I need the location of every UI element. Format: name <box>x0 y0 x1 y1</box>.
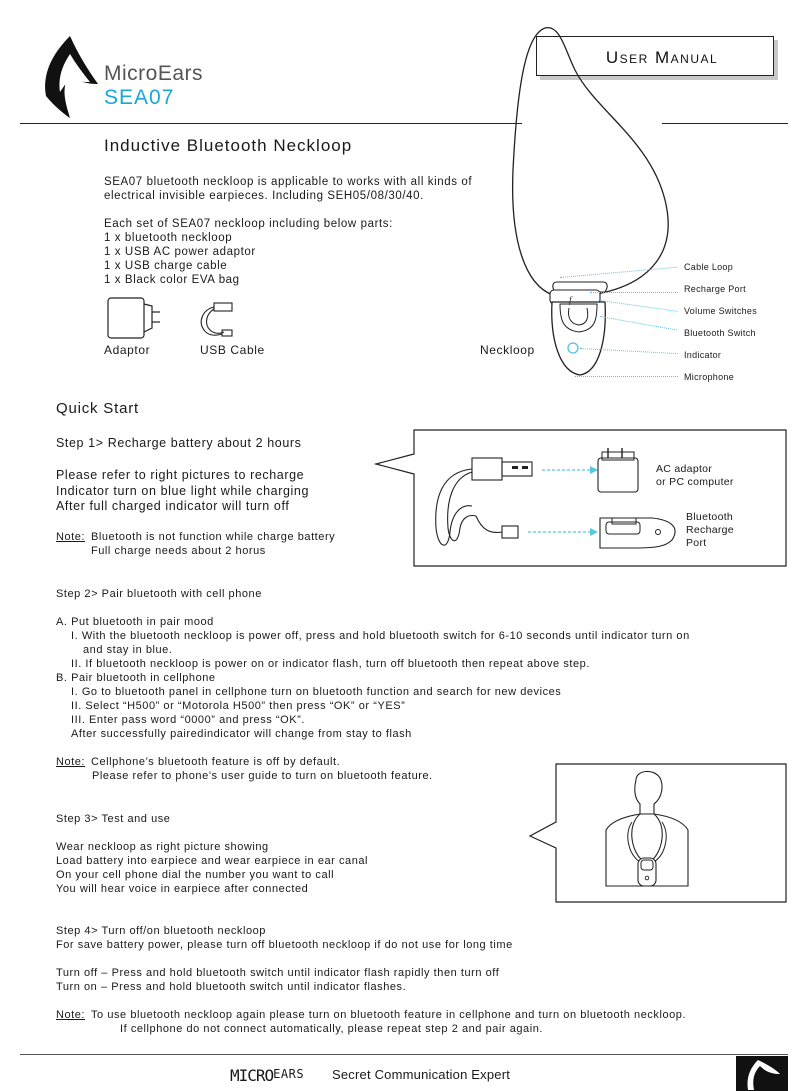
charging-diagram <box>372 428 788 568</box>
step2-b-line: II. Select “H500” or “Motorola H500” then press “OK” or “YES” <box>71 700 406 712</box>
diagram-bt-label: Bluetooth <box>686 511 734 523</box>
label-bluetooth-switch: Bluetooth Switch <box>684 328 756 338</box>
brand-model: SEA07 <box>104 86 175 109</box>
step3-title: Step 3> Test and use <box>56 813 171 825</box>
step4-line: For save battery power, please turn off bluetooth neckloop if do not use for long time <box>56 939 513 951</box>
parts-item: 1 x bluetooth neckloop <box>104 232 233 244</box>
diagram-bt-label: Port <box>686 537 707 549</box>
step2-a-line: I. With the bluetooth neckloop is power off, press and hold bluetooth switch for 6-10 seconds until indicator turn on <box>71 630 690 642</box>
label-volume-switches: Volume Switches <box>684 306 758 316</box>
callout-line <box>575 376 678 377</box>
label-recharge-port: Recharge Port <box>684 284 746 294</box>
step1-line: Indicator turn on blue light while charging <box>56 484 310 498</box>
step2-b-line: After successfully pairedindicator will change from stay to flash <box>71 728 412 740</box>
footer-brand-right: EARS <box>273 1067 305 1081</box>
label-microphone: Microphone <box>684 372 735 382</box>
step1-note-line: Full charge needs about 2 horus <box>91 545 266 557</box>
diagram-ac-label: AC adaptor <box>656 463 713 475</box>
svg-text:f: f <box>569 295 572 305</box>
step4-line: Turn off – Press and hold bluetooth switch until indicator flash rapidly then turn off <box>56 967 500 979</box>
manual-title: User Manual <box>605 48 719 67</box>
label-indicator: Indicator <box>684 350 722 360</box>
step2-title: Step 2> Pair bluetooth with cell phone <box>56 588 262 600</box>
step1-note-label: Note: <box>56 531 86 543</box>
parts-item: 1 x Black color EVA bag <box>104 274 240 286</box>
step2-a-line: and stay in blue. <box>83 644 173 656</box>
footer-logo-icon <box>736 1056 788 1091</box>
label-cable-loop: Cable Loop <box>684 262 734 272</box>
intro-desc-line-1: SEA07 bluetooth neckloop is applicable to works with all kinds of <box>104 176 473 188</box>
step3-line: You will hear voice in earpiece after connected <box>56 883 309 895</box>
step4-title: Step 4> Turn off/on bluetooth neckloop <box>56 925 266 937</box>
step1-line: Please refer to right pictures to recharge <box>56 468 305 482</box>
intro-desc-line-2: electrical invisible earpieces. Including SEH05/08/30/40. <box>104 190 424 202</box>
quick-start-title: Quick Start <box>56 400 139 417</box>
step3-line: Load battery into earpiece and wear earpiece in ear canal <box>56 855 369 867</box>
caption-adaptor: Adaptor <box>104 343 151 357</box>
step2-note-label: Note: <box>56 756 86 768</box>
step2-a-line: II. If bluetooth neckloop is power on or indicator flash, turn off bluetooth then repeat above step. <box>71 658 590 670</box>
step4-line: Turn on – Press and hold bluetooth switch until indicator flashes. <box>56 981 407 993</box>
parts-heading: Each set of SEA07 neckloop including below parts: <box>104 218 393 230</box>
neckloop-device-illustration <box>505 20 685 390</box>
adaptor-icon <box>104 294 164 342</box>
diagram-ac-label: or PC computer <box>656 476 734 488</box>
step2-note-line: Cellphone’s bluetooth feature is off by default. <box>91 756 341 768</box>
step3-line: On your cell phone dial the number you want to call <box>56 869 335 881</box>
usb-cable-icon <box>194 300 240 342</box>
footer-brand <box>230 1066 304 1085</box>
callout-line <box>590 292 678 293</box>
step3-line: Wear neckloop as right picture showing <box>56 841 269 853</box>
step1-title: Step 1> Recharge battery about 2 hours <box>56 436 302 450</box>
footer-rule <box>20 1054 788 1055</box>
parts-item: 1 x USB charge cable <box>104 260 228 272</box>
step4-note-line: To use bluetooth neckloop again please turn on bluetooth feature in cellphone and turn on bluetooth neckloop. <box>91 1009 687 1021</box>
parts-item: 1 x USB AC power adaptor <box>104 246 256 258</box>
step2-note-line: Please refer to phone’s user guide to turn on bluetooth feature. <box>92 770 433 782</box>
step1-note-line: Bluetooth is not function while charge battery <box>91 531 336 543</box>
step2-b-line: III. Enter pass word “0000” and press “OK”. <box>71 714 305 726</box>
step2-a-title: A. Put bluetooth in pair mood <box>56 616 214 628</box>
diagram-bt-label: Recharge <box>686 524 734 536</box>
step2-b-line: I. Go to bluetooth panel in cellphone turn on bluetooth function and search for new devices <box>71 686 562 698</box>
step4-note-label: Note: <box>56 1009 86 1021</box>
intro-title: Inductive Bluetooth Neckloop <box>104 136 353 155</box>
brand-logo-icon <box>40 34 100 120</box>
footer-slogan: Secret Communication Expert <box>332 1067 511 1082</box>
caption-neckloop: Neckloop <box>480 343 535 357</box>
header-rule-left <box>20 123 522 124</box>
footer-brand-left: MICRO <box>230 1066 274 1085</box>
step1-line: After full charged indicator will turn off <box>56 499 290 513</box>
step2-b-title: B. Pair bluetooth in cellphone <box>56 672 216 684</box>
caption-usb-cable: USB Cable <box>200 343 265 357</box>
step4-note-line: If cellphone do not connect automatically, please repeat step 2 and pair again. <box>120 1023 543 1035</box>
brand-name: MicroEars <box>104 62 204 85</box>
wearing-diagram <box>528 762 788 904</box>
